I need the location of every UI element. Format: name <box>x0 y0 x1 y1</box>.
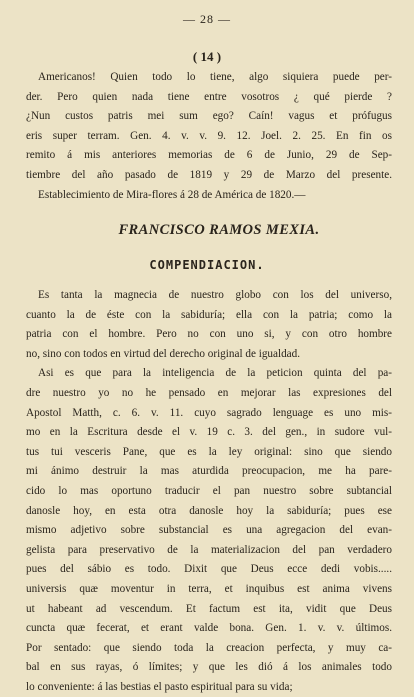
text-line: patria con el hombre. Pero no con uno si, y con otro hombre <box>26 328 392 341</box>
text-line: bal en sus rayas, ó límites; y que les dió á los animales todo <box>26 661 392 674</box>
text-line: Asi es que para la inteligencia de la peticion quinta del pa- <box>38 367 392 380</box>
text-line: mo en la Escritura desde el v. 19 c. 3. del gen., in sudore vul- <box>26 426 392 439</box>
text-line: ut habeant ad vescendum. Et factum est ita, vidit que Deus <box>26 602 392 615</box>
section-heading: COMPENDIACION. <box>149 258 265 272</box>
text-line: Por sentado: que siendo toda la creacion perfecta, y muy ca- <box>26 641 392 654</box>
page-number: — 28 — <box>183 12 231 26</box>
text-line: lo conveniente: á las bestias el pasto espiritual para su vida; <box>26 680 293 693</box>
text-line: mi ánimo destruir la mas aturdida preocupacion, me ha pare- <box>26 465 392 478</box>
text-line: gelista para preservativo de la materializacion del pan verdadero <box>26 543 392 556</box>
text-line: no, sino con todos en virtud del derecho original de igualdad. <box>26 347 301 360</box>
text-line: Establecimiento de Mira-flores á 28 de América de 1820.— <box>38 188 306 201</box>
text-line: remito á mis anteriores memorias de 6 de Junio, 29 de Sep- <box>26 149 392 162</box>
text-line: danosle hoy, en esta otra danosle hoy la sabiduría; pues ese <box>26 504 392 517</box>
text-line: der. Pero quien nada tiene entre vosotros ¿ qué pierde ? <box>26 90 392 103</box>
closing-paragraph <box>26 68 392 205</box>
body-paragraph <box>26 286 392 697</box>
signature: FRANCISCO RAMOS MEXIA. <box>118 222 320 238</box>
text-line: ¿Nun custos patris mei sum ego? Caín! vagus et prófugus <box>26 110 392 123</box>
text-line: tus tui vesceris Pane, que es la ley original: sino que siendo <box>26 445 392 458</box>
text-line: mismo adjetivo sobre substancial es una agregacion del evan- <box>26 524 392 537</box>
sheet-number: ( 14 ) <box>192 49 222 64</box>
text-line: Apostol Matth, c. 6. v. 11. cuyo sagrado lenguage es uno mis- <box>26 406 392 419</box>
text-line: cuncta quæ fecerat, et erant valde bona. Gen. 1. v. v. últimos. <box>26 622 392 635</box>
text-line: eris super terram. Gen. 4. v. v. 9. 12. Joel. 2. 25. En fin os <box>26 129 392 142</box>
text-line: pues del sábio es todo. Dixit que Deus ecce dedi vobis..... <box>26 563 392 576</box>
text-line: dre nuestro yo no he pensado en mejorar las expresiones del <box>26 386 392 399</box>
text-line: cuanto la de éste con la sabiduría; ella con la patria; como la <box>26 308 392 321</box>
text-line: universis quæ moventur in terra, et inquibus est anima vivens <box>26 582 392 595</box>
text-line: Americanos! Quien todo lo tiene, algo siquiera puede per- <box>38 71 392 83</box>
text-line: cido lo mas oportuno traducir el pan nuestro sobre subtancial <box>26 484 392 497</box>
text-line: Es tanta la magnecia de nuestro globo con los del universo, <box>38 289 392 301</box>
text-line: tiembre del año pasado de 1819 y 29 de Marzo del presente. <box>26 168 392 181</box>
